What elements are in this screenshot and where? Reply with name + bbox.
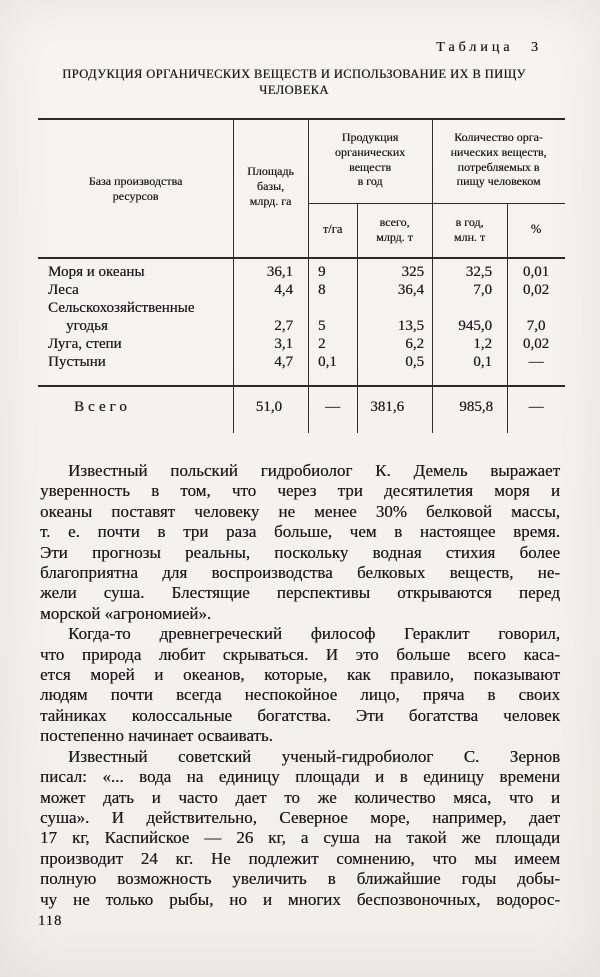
cell-percent: — bbox=[528, 354, 544, 370]
cell-total: 0,5 bbox=[405, 354, 424, 370]
cell-area: 2,7 bbox=[274, 318, 293, 334]
table-title-line1: ПРОДУКЦИЯ ОРГАНИЧЕСКИХ ВЕЩЕСТВ И ИСПОЛЬЗОВАНИЕ ИХ В ПИЩУ bbox=[62, 67, 526, 81]
paragraph-1: Известный польский гидробиолог К. Демель выражает уверенность в том, что через три десятилетия моря и океаны поставят человеку не менее 30% белковой массы, т. е. почти в три раза больше, чем в настоящее время. Эти прогнозы реальны, поскольку водная стихия более благоприятна для воспроизводства белковых веществ, не- жели суша. Блестящие перспективы открываются перед морской «агрономией». bbox=[40, 461, 560, 623]
cell-t-per-ha: 0,1 bbox=[318, 354, 337, 370]
header-per-year-mln-t: в год, млн. т bbox=[453, 215, 486, 244]
cell-t-per-ha: 5 bbox=[318, 318, 326, 334]
body-text bbox=[40, 461, 560, 910]
cell-total: 36,4 bbox=[397, 282, 424, 298]
totals-per-year: 985,8 bbox=[459, 399, 493, 415]
header-percent: % bbox=[530, 222, 542, 236]
header-production-group: Продукция органических веществ в год bbox=[334, 130, 406, 189]
totals-label: Всего bbox=[74, 399, 131, 415]
table-top-rule bbox=[38, 118, 565, 120]
header-consumption-group: Количество орга- нических веществ, потребляемых в пищу человеком bbox=[450, 130, 547, 189]
cell-per-year: 1,2 bbox=[473, 336, 492, 352]
cell-percent bbox=[507, 300, 565, 318]
cell-t-per-ha: 8 bbox=[318, 282, 326, 298]
cell-t-per-ha: 2 bbox=[318, 336, 326, 352]
totals-total: 381,6 bbox=[370, 399, 404, 415]
cell-per-year: 0,1 bbox=[473, 354, 492, 370]
paragraph-2: Когда-то древнегреческий философ Гераклит говорил, что природа любит скрываться. И это больше всего каса- ется морей и океанов, которые, как правило, показывают людям почти всегда неспокойное лицо, пряча в своих тайниках колоссальные богатства. Эти богатства человек постепенно начинает осваивать. bbox=[40, 624, 560, 746]
page-number: 118 bbox=[38, 913, 63, 929]
table-group-underline bbox=[308, 203, 565, 204]
table-header-bottom-rule bbox=[38, 257, 565, 259]
cell-t-per-ha bbox=[308, 300, 357, 318]
paragraph-3: Известный советский ученый-гидробиолог С. Зернов писал: «... вода на единицу площади и в единицу времени может дать и часто дает то же количество мяса, что и суша». И действительно, Северное море, например, дает 17 кг, Каспийское — 26 кг, а суша на такой же площади производит 24 кг. Не подлежит сомнению, что мы имеем полную возможность увеличить в ближайшие годы добы- чу не только рыбы, но и многих беспозвоночных, водорос- bbox=[40, 746, 560, 909]
table-totals-rule bbox=[38, 385, 565, 387]
header-t-per-ha: т/га bbox=[322, 222, 343, 236]
totals-t-per-ha: — bbox=[325, 399, 340, 415]
cell-t-per-ha: 9 bbox=[318, 264, 326, 280]
table-totals-row bbox=[38, 399, 565, 419]
table-title bbox=[30, 67, 558, 98]
header-area: Площадь базы, млрд. га bbox=[247, 164, 294, 208]
data-table bbox=[38, 118, 565, 433]
table-number-label: Таблица 3 bbox=[436, 40, 542, 55]
row-label: Моря и океаны bbox=[48, 264, 145, 280]
cell-area: 3,1 bbox=[274, 336, 293, 352]
cell-percent: 0,02 bbox=[522, 282, 550, 298]
table-title-line2: ЧЕЛОВЕКА bbox=[259, 82, 329, 97]
cell-area: 4,7 bbox=[274, 354, 293, 370]
row-label: Леса bbox=[48, 282, 79, 298]
cell-area bbox=[233, 300, 308, 318]
cell-total: 6,2 bbox=[405, 336, 424, 352]
cell-total: 13,5 bbox=[397, 318, 424, 334]
header-total-bln-t: всего, млрд. т bbox=[376, 215, 413, 244]
row-label: Пустыни bbox=[48, 354, 106, 370]
cell-percent: 0,02 bbox=[522, 336, 550, 352]
cell-total bbox=[357, 300, 432, 318]
totals-area: 51,0 bbox=[255, 399, 282, 415]
row-label: угодья bbox=[66, 318, 108, 334]
cell-percent: 0,01 bbox=[522, 264, 550, 280]
cell-per-year: 32,5 bbox=[465, 264, 492, 280]
cell-per-year: 945,0 bbox=[458, 318, 492, 334]
row-label: Луга, степи bbox=[48, 336, 122, 352]
cell-area: 4,4 bbox=[274, 282, 293, 298]
cell-per-year: 7,0 bbox=[473, 282, 492, 298]
row-label: Сельскохозяйственные bbox=[48, 300, 195, 316]
table-body bbox=[38, 264, 565, 372]
totals-percent: — bbox=[528, 399, 544, 415]
header-resource-base: База производства ресурсов bbox=[88, 174, 183, 203]
cell-per-year bbox=[432, 300, 507, 318]
cell-percent: 7,0 bbox=[526, 318, 546, 334]
cell-area: 36,1 bbox=[266, 264, 293, 280]
cell-total: 325 bbox=[401, 264, 424, 280]
